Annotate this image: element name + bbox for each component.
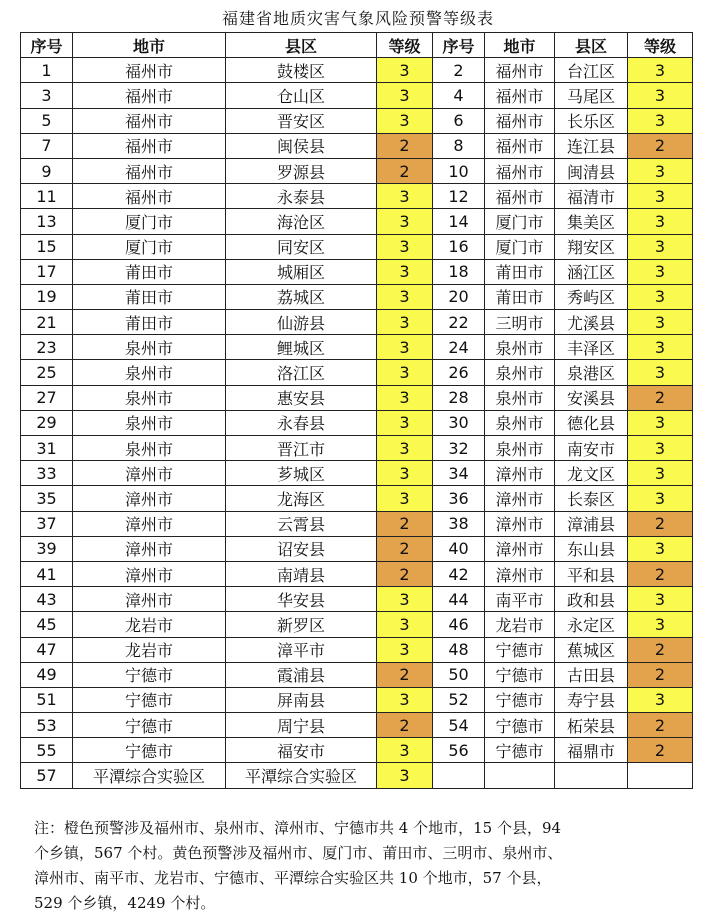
level-cell: 2 bbox=[628, 385, 693, 410]
level-cell: 2 bbox=[628, 738, 693, 763]
city-cell: 漳州市 bbox=[73, 561, 226, 586]
row-number-cell: 28 bbox=[433, 385, 485, 410]
level-cell: 3 bbox=[377, 410, 433, 435]
county-cell: 龙文区 bbox=[555, 461, 628, 486]
level-cell: 2 bbox=[628, 637, 693, 662]
city-cell: 莆田市 bbox=[73, 310, 226, 335]
city-cell: 宁德市 bbox=[485, 662, 555, 687]
row-number-cell: 17 bbox=[21, 259, 73, 284]
county-cell: 安溪县 bbox=[555, 385, 628, 410]
city-cell: 福州市 bbox=[485, 158, 555, 183]
table-row bbox=[21, 486, 693, 511]
row-number-cell: 49 bbox=[21, 662, 73, 687]
level-cell: 3 bbox=[628, 234, 693, 259]
row-number-cell: 35 bbox=[21, 486, 73, 511]
row-number-cell: 47 bbox=[21, 637, 73, 662]
county-cell: 同安区 bbox=[226, 234, 377, 259]
city-cell: 宁德市 bbox=[73, 738, 226, 763]
county-cell: 漳平市 bbox=[226, 637, 377, 662]
row-number-cell: 7 bbox=[21, 133, 73, 158]
county-cell: 福鼎市 bbox=[555, 738, 628, 763]
row-number-cell: 6 bbox=[433, 108, 485, 133]
county-cell: 涵江区 bbox=[555, 259, 628, 284]
table-row bbox=[21, 637, 693, 662]
county-cell: 尤溪县 bbox=[555, 310, 628, 335]
county-cell: 晋安区 bbox=[226, 108, 377, 133]
county-cell: 南靖县 bbox=[226, 561, 377, 586]
city-cell: 泉州市 bbox=[485, 335, 555, 360]
level-cell: 3 bbox=[628, 612, 693, 637]
row-number-cell: 26 bbox=[433, 360, 485, 385]
city-cell: 福州市 bbox=[485, 133, 555, 158]
county-cell: 马尾区 bbox=[555, 83, 628, 108]
level-cell: 2 bbox=[377, 536, 433, 561]
city-cell: 福州市 bbox=[73, 158, 226, 183]
city-cell: 宁德市 bbox=[485, 687, 555, 712]
level-cell: 3 bbox=[377, 738, 433, 763]
table-row bbox=[21, 738, 693, 763]
header-city-left: 地市 bbox=[73, 33, 226, 58]
city-cell: 漳州市 bbox=[485, 561, 555, 586]
row-number-cell: 24 bbox=[433, 335, 485, 360]
table-row bbox=[21, 259, 693, 284]
row-number-cell: 50 bbox=[433, 662, 485, 687]
city-cell: 莆田市 bbox=[485, 284, 555, 309]
level-cell: 3 bbox=[628, 486, 693, 511]
table-row bbox=[21, 713, 693, 738]
city-cell: 龙岩市 bbox=[485, 612, 555, 637]
county-cell: 罗源县 bbox=[226, 158, 377, 183]
county-cell: 古田县 bbox=[555, 662, 628, 687]
city-cell: 福州市 bbox=[73, 133, 226, 158]
table-row bbox=[21, 234, 693, 259]
row-number-cell: 29 bbox=[21, 410, 73, 435]
city-cell: 莆田市 bbox=[73, 259, 226, 284]
city-cell: 漳州市 bbox=[73, 461, 226, 486]
county-cell: 平和县 bbox=[555, 561, 628, 586]
county-cell: 福清市 bbox=[555, 184, 628, 209]
warning-level-table bbox=[20, 32, 693, 789]
row-number-cell bbox=[433, 763, 485, 788]
level-cell: 3 bbox=[377, 360, 433, 385]
county-cell: 集美区 bbox=[555, 209, 628, 234]
city-cell: 福州市 bbox=[73, 83, 226, 108]
level-cell: 2 bbox=[377, 713, 433, 738]
row-number-cell: 36 bbox=[433, 486, 485, 511]
county-cell: 云霄县 bbox=[226, 511, 377, 536]
level-cell: 2 bbox=[628, 713, 693, 738]
level-cell: 3 bbox=[377, 587, 433, 612]
level-cell: 3 bbox=[628, 461, 693, 486]
level-cell: 3 bbox=[628, 284, 693, 309]
city-cell: 福州市 bbox=[485, 184, 555, 209]
level-cell: 3 bbox=[377, 184, 433, 209]
row-number-cell: 2 bbox=[433, 58, 485, 83]
table-row bbox=[21, 184, 693, 209]
row-number-cell: 21 bbox=[21, 310, 73, 335]
table-row bbox=[21, 511, 693, 536]
row-number-cell: 16 bbox=[433, 234, 485, 259]
county-cell: 漳浦县 bbox=[555, 511, 628, 536]
county-cell: 诏安县 bbox=[226, 536, 377, 561]
city-cell: 宁德市 bbox=[485, 637, 555, 662]
county-cell: 丰泽区 bbox=[555, 335, 628, 360]
table-row bbox=[21, 461, 693, 486]
level-cell: 3 bbox=[377, 687, 433, 712]
header-level-left: 等级 bbox=[377, 33, 433, 58]
table-row bbox=[21, 662, 693, 687]
county-cell: 仙游县 bbox=[226, 310, 377, 335]
city-cell bbox=[485, 763, 555, 788]
table-row bbox=[21, 310, 693, 335]
city-cell: 南平市 bbox=[485, 587, 555, 612]
level-cell: 2 bbox=[377, 133, 433, 158]
city-cell: 龙岩市 bbox=[73, 612, 226, 637]
row-number-cell: 48 bbox=[433, 637, 485, 662]
county-cell: 鼓楼区 bbox=[226, 58, 377, 83]
table-row bbox=[21, 360, 693, 385]
county-cell: 屏南县 bbox=[226, 687, 377, 712]
county-cell: 新罗区 bbox=[226, 612, 377, 637]
city-cell: 厦门市 bbox=[485, 209, 555, 234]
city-cell: 福州市 bbox=[485, 83, 555, 108]
level-cell: 3 bbox=[377, 335, 433, 360]
level-cell: 3 bbox=[377, 108, 433, 133]
table-row bbox=[21, 687, 693, 712]
level-cell: 3 bbox=[377, 385, 433, 410]
city-cell: 漳州市 bbox=[485, 511, 555, 536]
city-cell: 泉州市 bbox=[485, 410, 555, 435]
county-cell: 寿宁县 bbox=[555, 687, 628, 712]
county-cell: 鲤城区 bbox=[226, 335, 377, 360]
row-number-cell: 33 bbox=[21, 461, 73, 486]
row-number-cell: 22 bbox=[433, 310, 485, 335]
county-cell: 泉港区 bbox=[555, 360, 628, 385]
city-cell: 厦门市 bbox=[485, 234, 555, 259]
footnote bbox=[34, 816, 694, 916]
county-cell: 芗城区 bbox=[226, 461, 377, 486]
level-cell: 3 bbox=[628, 360, 693, 385]
county-cell: 龙海区 bbox=[226, 486, 377, 511]
level-cell bbox=[628, 763, 693, 788]
row-number-cell: 54 bbox=[433, 713, 485, 738]
level-cell: 3 bbox=[628, 184, 693, 209]
county-cell: 闽侯县 bbox=[226, 133, 377, 158]
row-number-cell: 15 bbox=[21, 234, 73, 259]
county-cell: 永春县 bbox=[226, 410, 377, 435]
level-cell: 3 bbox=[377, 209, 433, 234]
row-number-cell: 10 bbox=[433, 158, 485, 183]
city-cell: 泉州市 bbox=[73, 410, 226, 435]
header-no-left: 序号 bbox=[21, 33, 73, 58]
county-cell: 连江县 bbox=[555, 133, 628, 158]
table-row bbox=[21, 133, 693, 158]
level-cell: 3 bbox=[628, 209, 693, 234]
level-cell: 3 bbox=[377, 486, 433, 511]
city-cell: 宁德市 bbox=[73, 713, 226, 738]
table-row bbox=[21, 209, 693, 234]
level-cell: 3 bbox=[377, 436, 433, 461]
county-cell bbox=[555, 763, 628, 788]
county-cell: 仓山区 bbox=[226, 83, 377, 108]
table-row bbox=[21, 58, 693, 83]
header-row bbox=[21, 33, 693, 58]
row-number-cell: 56 bbox=[433, 738, 485, 763]
level-cell: 2 bbox=[377, 561, 433, 586]
level-cell: 3 bbox=[628, 58, 693, 83]
table-row bbox=[21, 335, 693, 360]
city-cell: 莆田市 bbox=[73, 284, 226, 309]
level-cell: 2 bbox=[377, 511, 433, 536]
city-cell: 泉州市 bbox=[73, 360, 226, 385]
county-cell: 长乐区 bbox=[555, 108, 628, 133]
row-number-cell: 3 bbox=[21, 83, 73, 108]
city-cell: 平潭综合实验区 bbox=[73, 763, 226, 788]
row-number-cell: 34 bbox=[433, 461, 485, 486]
table-title: 福建省地质灾害气象风险预警等级表 bbox=[221, 9, 494, 28]
table-row bbox=[21, 612, 693, 637]
city-cell: 福州市 bbox=[485, 58, 555, 83]
county-cell: 周宁县 bbox=[226, 713, 377, 738]
row-number-cell: 55 bbox=[21, 738, 73, 763]
level-cell: 3 bbox=[377, 310, 433, 335]
table-row bbox=[21, 536, 693, 561]
level-cell: 3 bbox=[628, 158, 693, 183]
table-row bbox=[21, 763, 693, 788]
level-cell: 3 bbox=[377, 461, 433, 486]
row-number-cell: 27 bbox=[21, 385, 73, 410]
row-number-cell: 30 bbox=[433, 410, 485, 435]
county-cell: 惠安县 bbox=[226, 385, 377, 410]
county-cell: 福安市 bbox=[226, 738, 377, 763]
level-cell: 3 bbox=[628, 410, 693, 435]
table-row bbox=[21, 587, 693, 612]
table-row bbox=[21, 158, 693, 183]
row-number-cell: 41 bbox=[21, 561, 73, 586]
level-cell: 3 bbox=[628, 536, 693, 561]
county-cell: 秀屿区 bbox=[555, 284, 628, 309]
level-cell: 3 bbox=[377, 612, 433, 637]
county-cell: 台江区 bbox=[555, 58, 628, 83]
row-number-cell: 5 bbox=[21, 108, 73, 133]
city-cell: 泉州市 bbox=[485, 436, 555, 461]
table-row bbox=[21, 284, 693, 309]
level-cell: 3 bbox=[377, 234, 433, 259]
table-row bbox=[21, 108, 693, 133]
county-cell: 城厢区 bbox=[226, 259, 377, 284]
city-cell: 福州市 bbox=[73, 184, 226, 209]
row-number-cell: 42 bbox=[433, 561, 485, 586]
city-cell: 厦门市 bbox=[73, 234, 226, 259]
footnote-line: 529 个乡镇，4249 个村。 bbox=[34, 894, 216, 912]
county-cell: 长泰区 bbox=[555, 486, 628, 511]
county-cell: 翔安区 bbox=[555, 234, 628, 259]
row-number-cell: 57 bbox=[21, 763, 73, 788]
row-number-cell: 32 bbox=[433, 436, 485, 461]
table-row bbox=[21, 83, 693, 108]
level-cell: 3 bbox=[377, 637, 433, 662]
city-cell: 漳州市 bbox=[73, 486, 226, 511]
level-cell: 3 bbox=[628, 436, 693, 461]
city-cell: 漳州市 bbox=[485, 486, 555, 511]
county-cell: 荔城区 bbox=[226, 284, 377, 309]
level-cell: 2 bbox=[628, 662, 693, 687]
county-cell: 南安市 bbox=[555, 436, 628, 461]
county-cell: 晋江市 bbox=[226, 436, 377, 461]
city-cell: 泉州市 bbox=[73, 385, 226, 410]
row-number-cell: 52 bbox=[433, 687, 485, 712]
row-number-cell: 44 bbox=[433, 587, 485, 612]
county-cell: 闽清县 bbox=[555, 158, 628, 183]
level-cell: 3 bbox=[628, 335, 693, 360]
level-cell: 3 bbox=[628, 587, 693, 612]
county-cell: 东山县 bbox=[555, 536, 628, 561]
level-cell: 3 bbox=[377, 284, 433, 309]
city-cell: 宁德市 bbox=[485, 713, 555, 738]
city-cell: 漳州市 bbox=[485, 461, 555, 486]
county-cell: 永定区 bbox=[555, 612, 628, 637]
level-cell: 2 bbox=[377, 662, 433, 687]
footnote-line: 漳州市、南平市、龙岩市、宁德市、平潭综合实验区共 10 个地市，57 个县， bbox=[34, 869, 552, 887]
city-cell: 宁德市 bbox=[73, 662, 226, 687]
header-county-right: 县区 bbox=[555, 33, 628, 58]
row-number-cell: 14 bbox=[433, 209, 485, 234]
row-number-cell: 9 bbox=[21, 158, 73, 183]
level-cell: 2 bbox=[377, 158, 433, 183]
level-cell: 3 bbox=[628, 108, 693, 133]
city-cell: 龙岩市 bbox=[73, 637, 226, 662]
county-cell: 政和县 bbox=[555, 587, 628, 612]
county-cell: 洛江区 bbox=[226, 360, 377, 385]
row-number-cell: 13 bbox=[21, 209, 73, 234]
city-cell: 漳州市 bbox=[73, 511, 226, 536]
county-cell: 华安县 bbox=[226, 587, 377, 612]
county-cell: 永泰县 bbox=[226, 184, 377, 209]
city-cell: 泉州市 bbox=[485, 385, 555, 410]
row-number-cell: 37 bbox=[21, 511, 73, 536]
county-cell: 德化县 bbox=[555, 410, 628, 435]
city-cell: 宁德市 bbox=[485, 738, 555, 763]
level-cell: 3 bbox=[628, 310, 693, 335]
row-number-cell: 23 bbox=[21, 335, 73, 360]
level-cell: 2 bbox=[628, 133, 693, 158]
header-no-right: 序号 bbox=[433, 33, 485, 58]
city-cell: 福州市 bbox=[73, 108, 226, 133]
header-city-right: 地市 bbox=[485, 33, 555, 58]
row-number-cell: 45 bbox=[21, 612, 73, 637]
level-cell: 3 bbox=[628, 259, 693, 284]
city-cell: 宁德市 bbox=[73, 687, 226, 712]
city-cell: 莆田市 bbox=[485, 259, 555, 284]
table-row bbox=[21, 410, 693, 435]
county-cell: 柘荣县 bbox=[555, 713, 628, 738]
city-cell: 泉州市 bbox=[73, 436, 226, 461]
level-cell: 2 bbox=[628, 511, 693, 536]
level-cell: 3 bbox=[377, 259, 433, 284]
level-cell: 2 bbox=[628, 561, 693, 586]
header-county-left: 县区 bbox=[226, 33, 377, 58]
city-cell: 漳州市 bbox=[73, 587, 226, 612]
footnote-line: 注：橙色预警涉及福州市、泉州市、漳州市、宁德市共 4 个地市，15 个县，94 bbox=[34, 819, 562, 837]
city-cell: 厦门市 bbox=[73, 209, 226, 234]
county-cell: 霞浦县 bbox=[226, 662, 377, 687]
level-cell: 3 bbox=[377, 58, 433, 83]
level-cell: 3 bbox=[628, 83, 693, 108]
city-cell: 福州市 bbox=[485, 108, 555, 133]
level-cell: 3 bbox=[377, 83, 433, 108]
city-cell: 泉州市 bbox=[485, 360, 555, 385]
row-number-cell: 11 bbox=[21, 184, 73, 209]
row-number-cell: 53 bbox=[21, 713, 73, 738]
county-cell: 海沧区 bbox=[226, 209, 377, 234]
row-number-cell: 19 bbox=[21, 284, 73, 309]
row-number-cell: 51 bbox=[21, 687, 73, 712]
city-cell: 泉州市 bbox=[73, 335, 226, 360]
county-cell: 蕉城区 bbox=[555, 637, 628, 662]
row-number-cell: 1 bbox=[21, 58, 73, 83]
city-cell: 三明市 bbox=[485, 310, 555, 335]
row-number-cell: 31 bbox=[21, 436, 73, 461]
row-number-cell: 18 bbox=[433, 259, 485, 284]
table-row bbox=[21, 385, 693, 410]
row-number-cell: 40 bbox=[433, 536, 485, 561]
level-cell: 3 bbox=[377, 763, 433, 788]
table-row bbox=[21, 436, 693, 461]
row-number-cell: 43 bbox=[21, 587, 73, 612]
city-cell: 福州市 bbox=[73, 58, 226, 83]
row-number-cell: 12 bbox=[433, 184, 485, 209]
city-cell: 漳州市 bbox=[73, 536, 226, 561]
table-row bbox=[21, 561, 693, 586]
city-cell: 漳州市 bbox=[485, 536, 555, 561]
row-number-cell: 38 bbox=[433, 511, 485, 536]
row-number-cell: 39 bbox=[21, 536, 73, 561]
row-number-cell: 4 bbox=[433, 83, 485, 108]
footnote-line: 个乡镇，567 个村。黄色预警涉及福州市、厦门市、莆田市、三明市、泉州市、 bbox=[34, 844, 563, 862]
table-body bbox=[21, 58, 693, 788]
row-number-cell: 46 bbox=[433, 612, 485, 637]
level-cell: 3 bbox=[628, 687, 693, 712]
row-number-cell: 25 bbox=[21, 360, 73, 385]
county-cell: 平潭综合实验区 bbox=[226, 763, 377, 788]
header-level-right: 等级 bbox=[628, 33, 693, 58]
row-number-cell: 20 bbox=[433, 284, 485, 309]
row-number-cell: 8 bbox=[433, 133, 485, 158]
